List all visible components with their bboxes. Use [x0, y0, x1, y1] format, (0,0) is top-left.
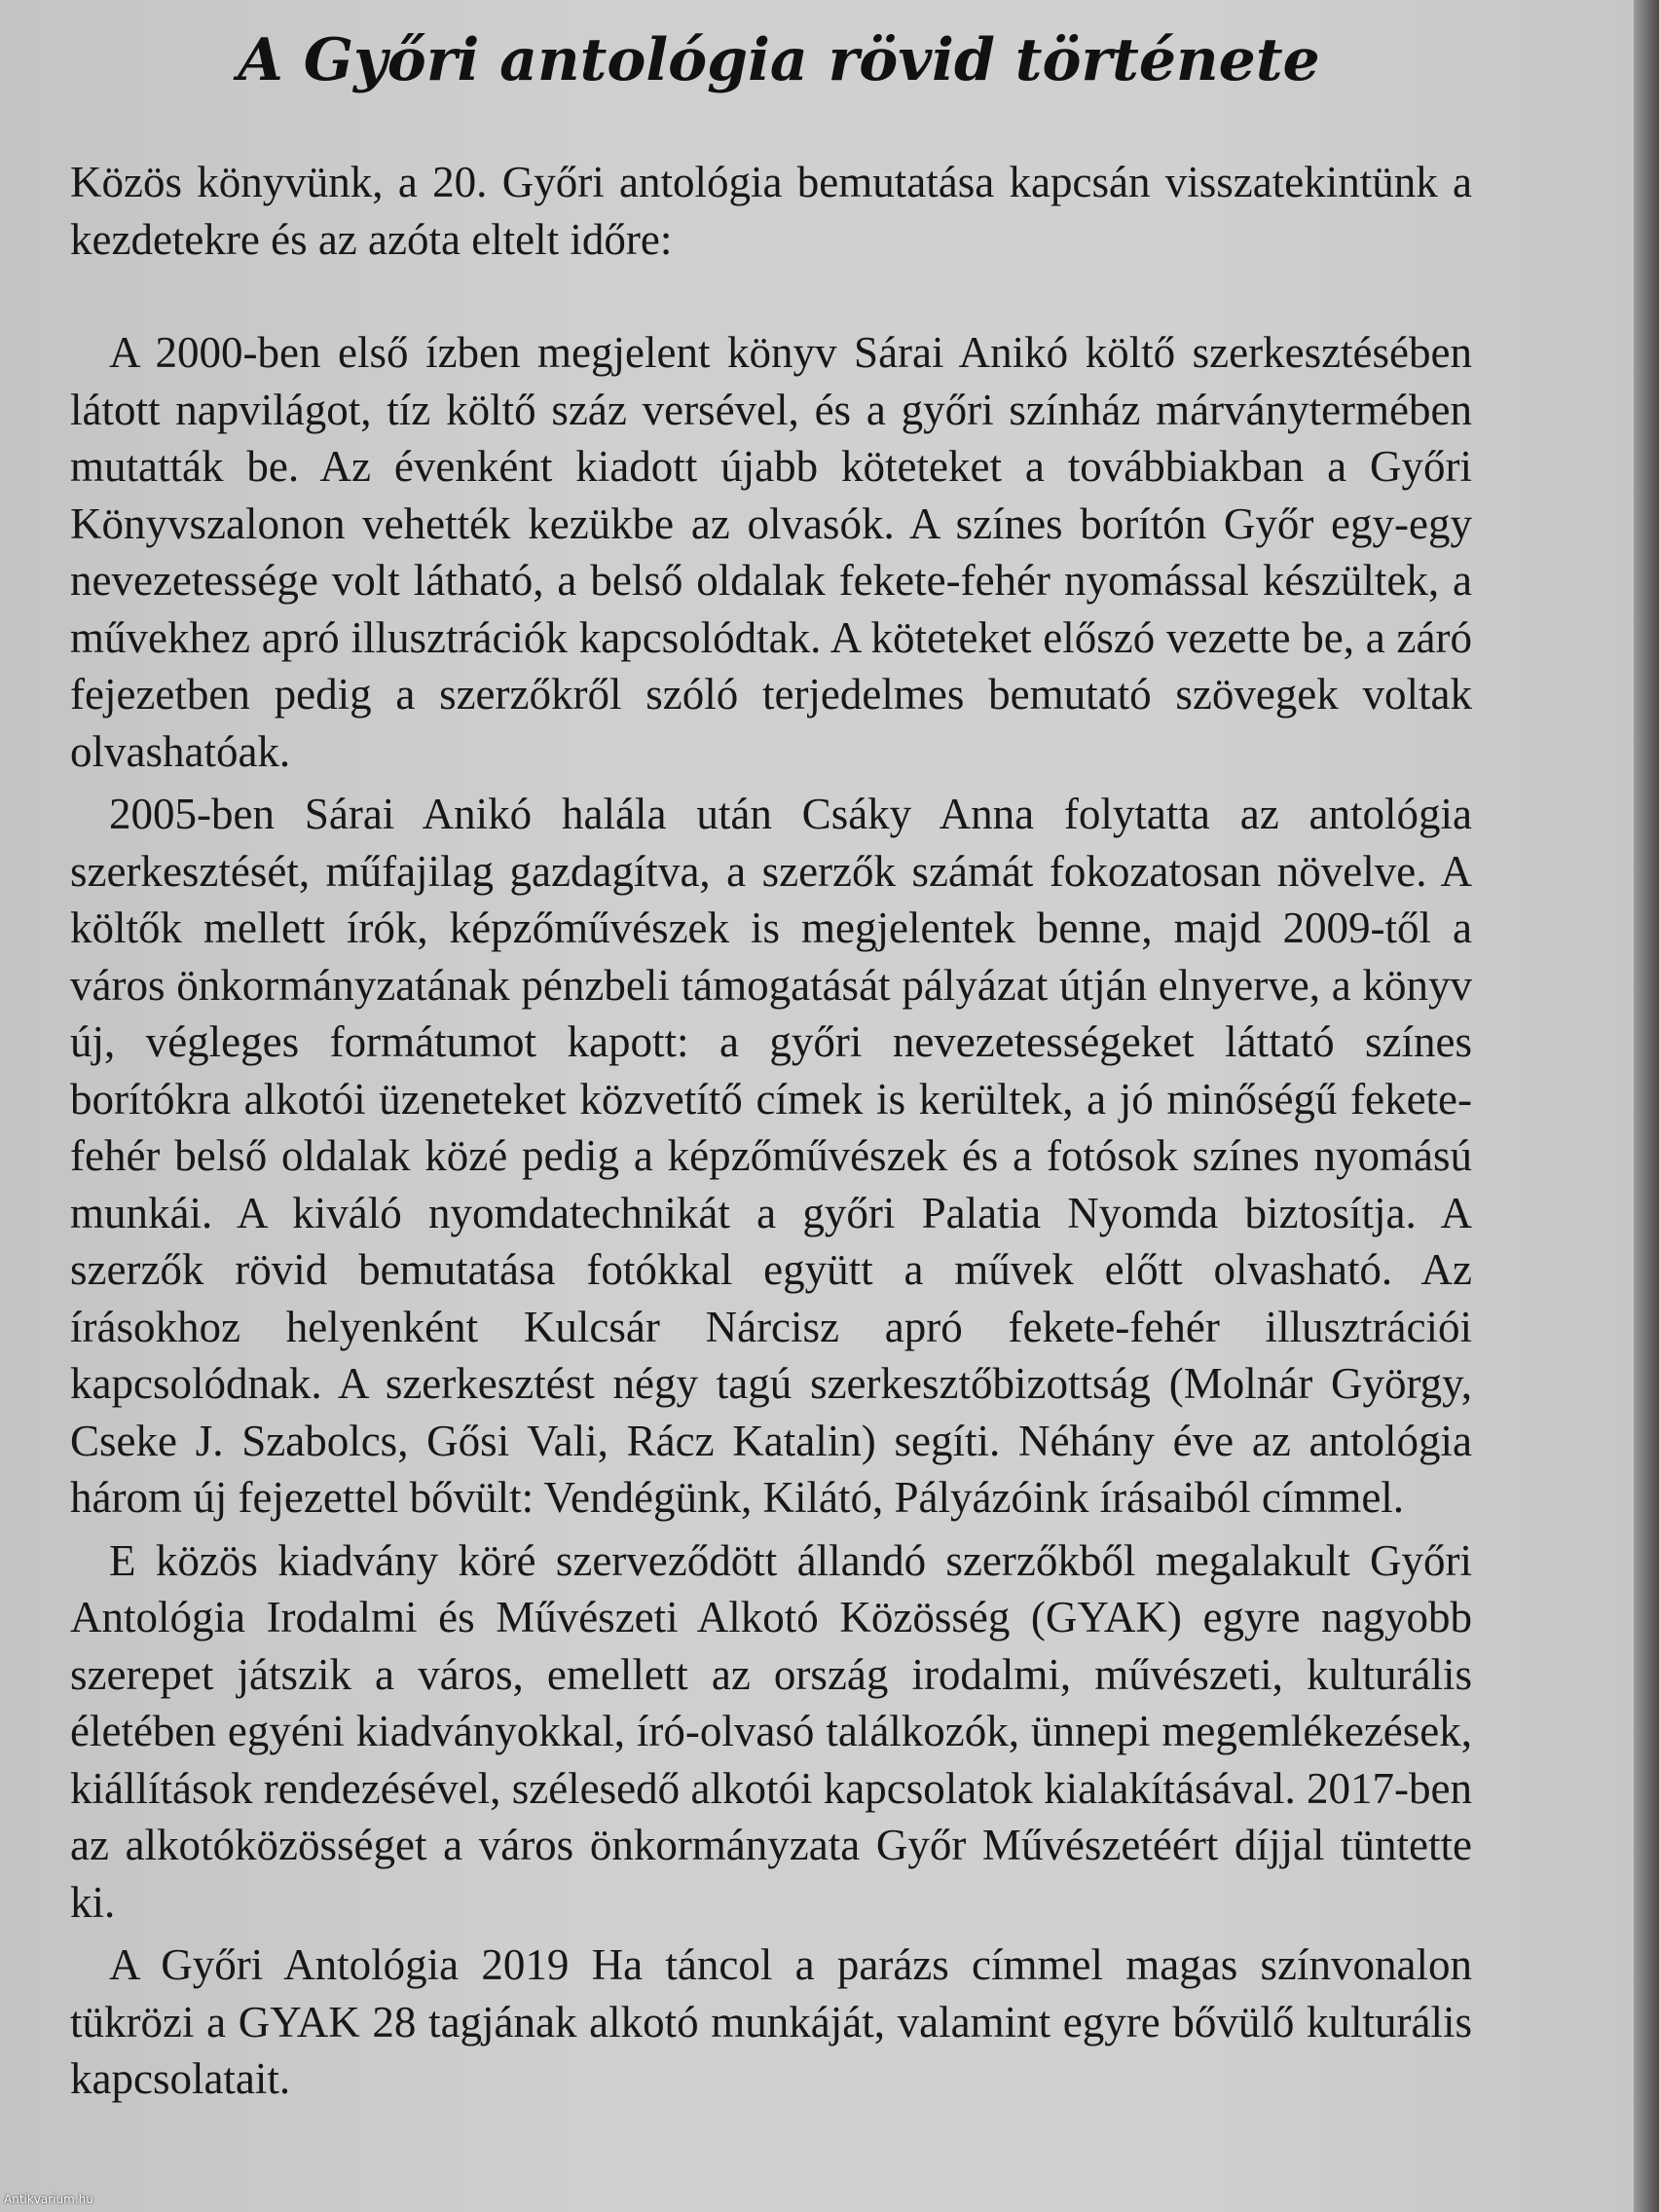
watermark-text: Antikvarium.hu [4, 2193, 93, 2206]
paragraph-history-2000: A 2000-ben első ízben megjelent könyv Sárai Anikó költő szerkesztésében látott napvilágot, tíz költő száz versével, és a győri színház márványtermében mutatták be. Az évenként kiadott újabb köteteket a továbbiakban a Győri Könyvszalonon vehették kezükbe az olvasók. A színes borítón Győr egy-egy nevezetessége volt látható, a belső oldalak fekete-fehér nyomással készültek, a művekhez apró illusztrációk kapcsolódtak. A köteteket előszó vezette be, a záró fejezetben pedig a szerzőkről szóló terjedelmes bemutató szövegek voltak olvashatóak. [70, 328, 1472, 776]
page-title: A Győri antológia rövid története [238, 26, 1320, 94]
page-edge-shadow [1634, 0, 1659, 2212]
paragraph-2019: A Győri Antológia 2019 Ha táncol a parázs címmel magas színvonalon tükrözi a GYAK 28 tagjának alkotó munkáját, valamint egyre bővülő kulturális kapcsolatait. [70, 1940, 1472, 2103]
intro-paragraph: Közös könyvünk, a 20. Győri antológia bemutatása kapcsán visszatekintünk a kezdetekre és az azóta eltelt időre: [70, 158, 1472, 264]
paragraph-gyak: E közös kiadvány köré szerveződött állandó szerzőkből megalakult Győri Antológia Irodalmi és Művészeti Alkotó Közösség (GYAK) egyre nagyobb szerepet játszik a város, emellett az ország irodalmi, művészeti, kulturális életében egyéni kiadványokkal, író-olvasó találkozók, ünnepi megemlékezések, kiállítások rendezésével, szélesedő alkotói kapcsolatok kialakításával. 2017-ben az alkotóközösséget a város önkormányzata Győr Művészetéért díjjal tüntette ki. [70, 1535, 1472, 1927]
body-text [70, 154, 1472, 2114]
paragraph-history-2005: 2005-ben Sárai Anikó halála után Csáky Anna folytatta az antológia szerkesztését, műfajilag gazdagítva, a szerzők számát fokozatosan növelve. A költők mellett írók, képzőművészek is megjelentek benne, majd 2009-től a város önkormányzatának pénzbeli támogatását pályázat útján elnyerve, a könyv új, végleges formátumot kapott: a győri nevezetességeket láttató színes borítókra alkotói üzeneteket közvetítő címek is kerültek, a jó minőségű fekete-fehér belső oldalak közé pedig a képzőművészek és a fotósok színes nyomású munkái. A kiváló nyomdatechnikát a győri Palatia Nyomda biztosítja. A szerzők rövid bemutatása fotókkal együtt a művek előtt olvasható. Az írásokhoz helyenként Kulcsár Nárcisz apró fekete-fehér illusztrációi kapcsolódnak. A szerkesztést négy tagú szerkesztőbizottság (Molnár György, Cseke J. Szabolcs, Gősi Vali, Rácz Katalin) segíti. Néhány éve az antológia három új fejezettel bővült: Vendégünk, Kilátó, Pályázóink írásaiból címmel. [70, 790, 1472, 1522]
